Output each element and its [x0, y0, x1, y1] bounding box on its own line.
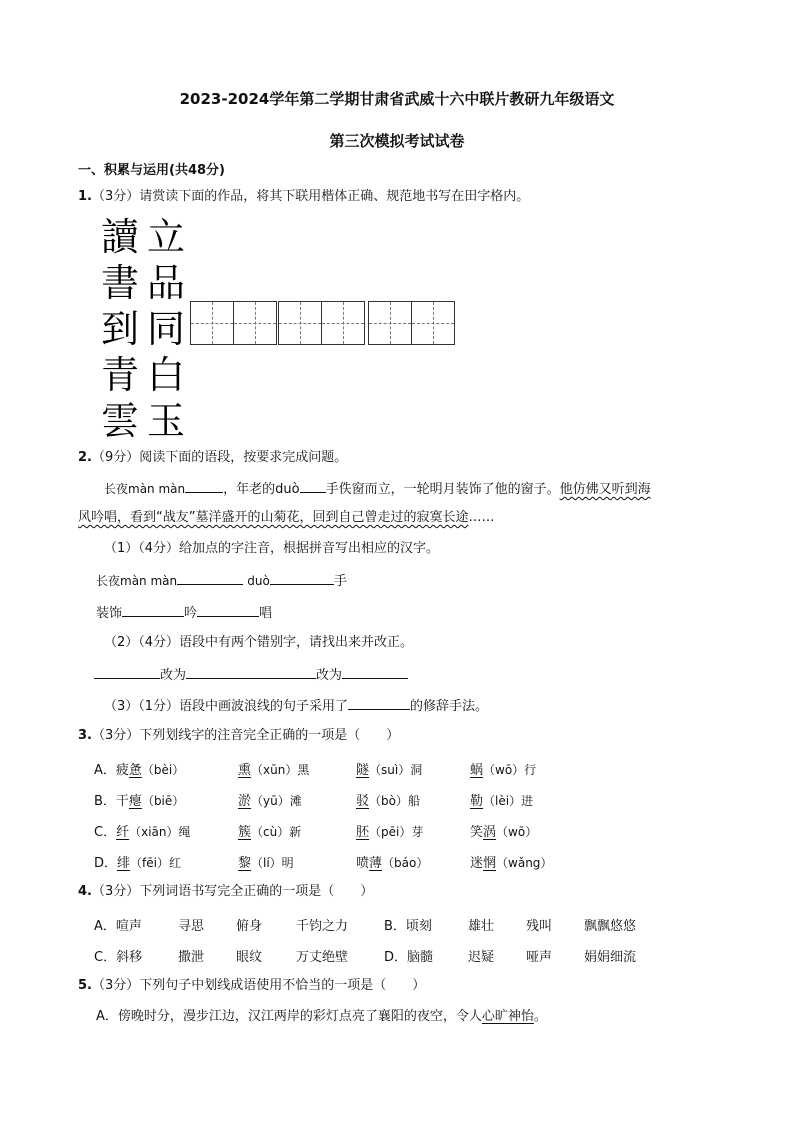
- fill-blank[interactable]: [94, 665, 160, 679]
- option-text: 迷: [470, 856, 484, 871]
- q4-word: 娟娟细流: [584, 950, 637, 965]
- fill-blank[interactable]: [300, 479, 326, 493]
- option-text: （bò）船: [369, 794, 420, 808]
- underlined-char: 薄: [369, 856, 383, 871]
- option-text: （biē）: [141, 794, 185, 808]
- question-text: 下列句子中划线成语使用不恰当的一项是（ ）: [139, 978, 426, 993]
- answer-line-hanzi: 装饰 吟 唱: [96, 603, 272, 623]
- fill-blank[interactable]: [197, 603, 259, 617]
- tianzige-group-2[interactable]: [278, 301, 365, 345]
- question-1: [78, 188, 529, 206]
- exam-title-line1: 2023-2024学年第二学期甘肃省武威十六中联片教研九年级语文: [179, 90, 615, 108]
- question-number: 3.: [78, 728, 92, 743]
- underlined-char: 瘪: [128, 794, 142, 809]
- option-text: （wō）行: [483, 763, 537, 777]
- question-text: 下列划线字的注音完全正确的一项是（ ）: [139, 728, 400, 743]
- couplet-char: 品: [146, 261, 185, 305]
- couplet-char: 青: [100, 353, 139, 397]
- q3-option-item: [238, 790, 302, 809]
- option-text: （lèi）进: [483, 794, 534, 808]
- q3-option-item: [356, 759, 422, 778]
- q4-word[interactable]: B．顷刻: [384, 919, 432, 934]
- option-text: 喷: [356, 856, 370, 871]
- q3-option-item: [238, 759, 309, 778]
- question-score: （3分）: [91, 728, 140, 743]
- underlined-char: 驳: [356, 794, 370, 809]
- answer-line-pinyin: 长夜màn màn duò 手: [96, 571, 347, 591]
- subquestion-2-1: （1）（4分）给加点的字注音，根据拼音写出相应的汉字。: [104, 541, 440, 556]
- fill-blank[interactable]: [177, 571, 243, 585]
- tianzige-cell[interactable]: [411, 301, 455, 345]
- q3-option-item[interactable]: [94, 852, 181, 871]
- option-text: （xiān）绳: [129, 825, 191, 839]
- q3-option-item: [238, 821, 301, 840]
- underlined-char: 绯: [117, 856, 131, 871]
- q4-word: 寻思: [178, 919, 205, 934]
- underlined-char: 涡: [483, 825, 497, 840]
- question-text: 阅读下面的语段，按要求完成问题。: [139, 450, 348, 465]
- question-text: 请赏读下面的作品，将其下联用楷体正确、规范地书写在田字格内。: [139, 189, 530, 204]
- q4-word: 雄壮: [468, 919, 495, 934]
- underlined-char: 惫: [128, 763, 142, 778]
- question-score: （9分）: [91, 450, 140, 465]
- wavy-sentence: 他仿佛又听到海: [559, 482, 651, 497]
- underlined-idiom: 心旷神怡: [481, 1009, 534, 1024]
- question-number: 5.: [78, 978, 92, 993]
- underlined-char: 蜗: [470, 763, 484, 778]
- q3-option-item: [356, 790, 420, 809]
- wavy-sentence: 风吟唱，看到“战友”墓洋盛开的山菊花，回到自己曾走过的寂寞长途: [78, 510, 469, 525]
- couplet-char: 讀: [100, 215, 139, 259]
- q4-word: 千钧之力: [296, 919, 349, 934]
- underlined-char: 簇: [238, 825, 252, 840]
- couplet-char: 白: [146, 353, 185, 397]
- underlined-char: 隧: [356, 763, 370, 778]
- underlined-char: 熏: [238, 763, 252, 778]
- tianzige-cell[interactable]: [278, 301, 322, 345]
- couplet-char: 雲: [100, 399, 139, 443]
- option-text: （bèi）: [141, 763, 185, 777]
- underlined-char: 胚: [356, 825, 370, 840]
- q4-word: 万丈绝壁: [296, 950, 349, 965]
- q4-word: 残叫: [526, 919, 553, 934]
- q4-word: 飘飘悠悠: [584, 919, 637, 934]
- option-text: C．: [94, 825, 117, 840]
- q4-word: 撒泄: [178, 950, 205, 965]
- q3-option-item: [356, 852, 428, 871]
- q3-option-item[interactable]: [94, 759, 184, 778]
- question-score: （3分）: [91, 884, 140, 899]
- tianzige-cell[interactable]: [233, 301, 277, 345]
- question-score: （3分）: [91, 978, 140, 993]
- option-text: （suì）洞: [369, 763, 423, 777]
- underlined-char: 纤: [116, 825, 130, 840]
- question-text: 下列词语书写完全正确的一项是（ ）: [139, 884, 374, 899]
- q4-word[interactable]: C．斜移: [94, 950, 143, 965]
- q4-word: 眼纹: [236, 950, 263, 965]
- option-text: （xūn）黑: [251, 763, 310, 777]
- option-text: （wǎng）: [496, 856, 553, 870]
- underlined-char: 黎: [238, 856, 252, 871]
- subquestion-2-2: （2）（4分）语段中有两个错别字，请找出来并改正。: [104, 635, 414, 650]
- tianzige-group-1[interactable]: [190, 301, 277, 345]
- option-text: （pēi）芽: [369, 825, 424, 839]
- option-text: （lí）明: [251, 856, 294, 870]
- option-text: B．干: [94, 794, 129, 809]
- option-text: A．疲: [94, 763, 129, 778]
- answer-line-correction: 改为 改为: [94, 665, 408, 685]
- couplet-upper: [96, 214, 144, 444]
- fill-blank[interactable]: [185, 479, 223, 493]
- q3-option-item: [470, 821, 537, 840]
- question-4: [78, 883, 373, 901]
- fill-blank[interactable]: [348, 696, 410, 710]
- question-5: [78, 977, 425, 995]
- exam-title-line2: 第三次模拟考试试卷: [329, 132, 465, 150]
- fill-blank[interactable]: [186, 665, 316, 679]
- q4-word[interactable]: D．脑髓: [384, 950, 434, 965]
- option-text: D．: [94, 856, 118, 871]
- tianzige-group-3[interactable]: [368, 301, 455, 345]
- q4-word: 哑声: [526, 950, 553, 965]
- tianzige-cell[interactable]: [368, 301, 412, 345]
- fill-blank[interactable]: [342, 665, 408, 679]
- q3-option-item: [470, 759, 536, 778]
- tianzige-cell[interactable]: [190, 301, 234, 345]
- couplet-lower: [142, 214, 190, 444]
- question-number: 4.: [78, 884, 92, 899]
- question-2: [78, 449, 347, 467]
- option-text: （wō）: [496, 825, 538, 839]
- option-text: （cù）新: [251, 825, 302, 839]
- underlined-char: 淤: [238, 794, 252, 809]
- q3-option-item: [238, 852, 294, 871]
- option-text: （báo）: [382, 856, 429, 870]
- q4-word: 迟疑: [468, 950, 495, 965]
- couplet-char: 玉: [146, 399, 185, 443]
- q3-option-item: [470, 790, 533, 809]
- subquestion-2-3: （3）（1分）语段中画波浪线的句子采用了 的修辞手法。: [104, 696, 488, 716]
- q3-option-item[interactable]: [94, 821, 191, 840]
- q5-option-a[interactable]: A．傍晚时分，漫步江边，汉江两岸的彩灯点亮了襄阳的夜空，令人心旷神怡。: [96, 1009, 547, 1024]
- question-number: 2.: [78, 450, 92, 465]
- fill-blank[interactable]: [122, 603, 184, 617]
- q3-option-item: [470, 852, 552, 871]
- couplet-char: 同: [146, 307, 185, 351]
- section-heading: 一、积累与运用(共48分): [78, 163, 225, 178]
- couplet-char: 到: [100, 307, 139, 351]
- couplet-char: 立: [146, 215, 185, 259]
- question-score: （3分）: [91, 189, 140, 204]
- q4-word: 俯身: [236, 919, 263, 934]
- question-3: [78, 727, 399, 745]
- fill-blank[interactable]: [270, 571, 334, 585]
- underlined-char: 勒: [470, 794, 484, 809]
- option-text: （fēi）红: [130, 856, 181, 870]
- option-text: 笑: [470, 825, 484, 840]
- q3-option-item: [356, 821, 423, 840]
- tianzige-cell[interactable]: [321, 301, 365, 345]
- q3-option-item[interactable]: [94, 790, 184, 809]
- passage-line-2: 风吟唱，看到“战友”墓洋盛开的山菊花，回到自己曾走过的寂寞长途……: [78, 510, 495, 525]
- option-text: （yū）滩: [251, 794, 302, 808]
- underlined-char: 惘: [483, 856, 497, 871]
- q4-word[interactable]: A．喧声: [94, 919, 142, 934]
- couplet-char: 書: [100, 261, 139, 305]
- passage-line-1: 长夜màn màn ，年老的duò 手佚窗而立，一轮明月装饰了他的窗子。他仿佛又听到海: [104, 479, 651, 499]
- question-number: 1.: [78, 189, 92, 204]
